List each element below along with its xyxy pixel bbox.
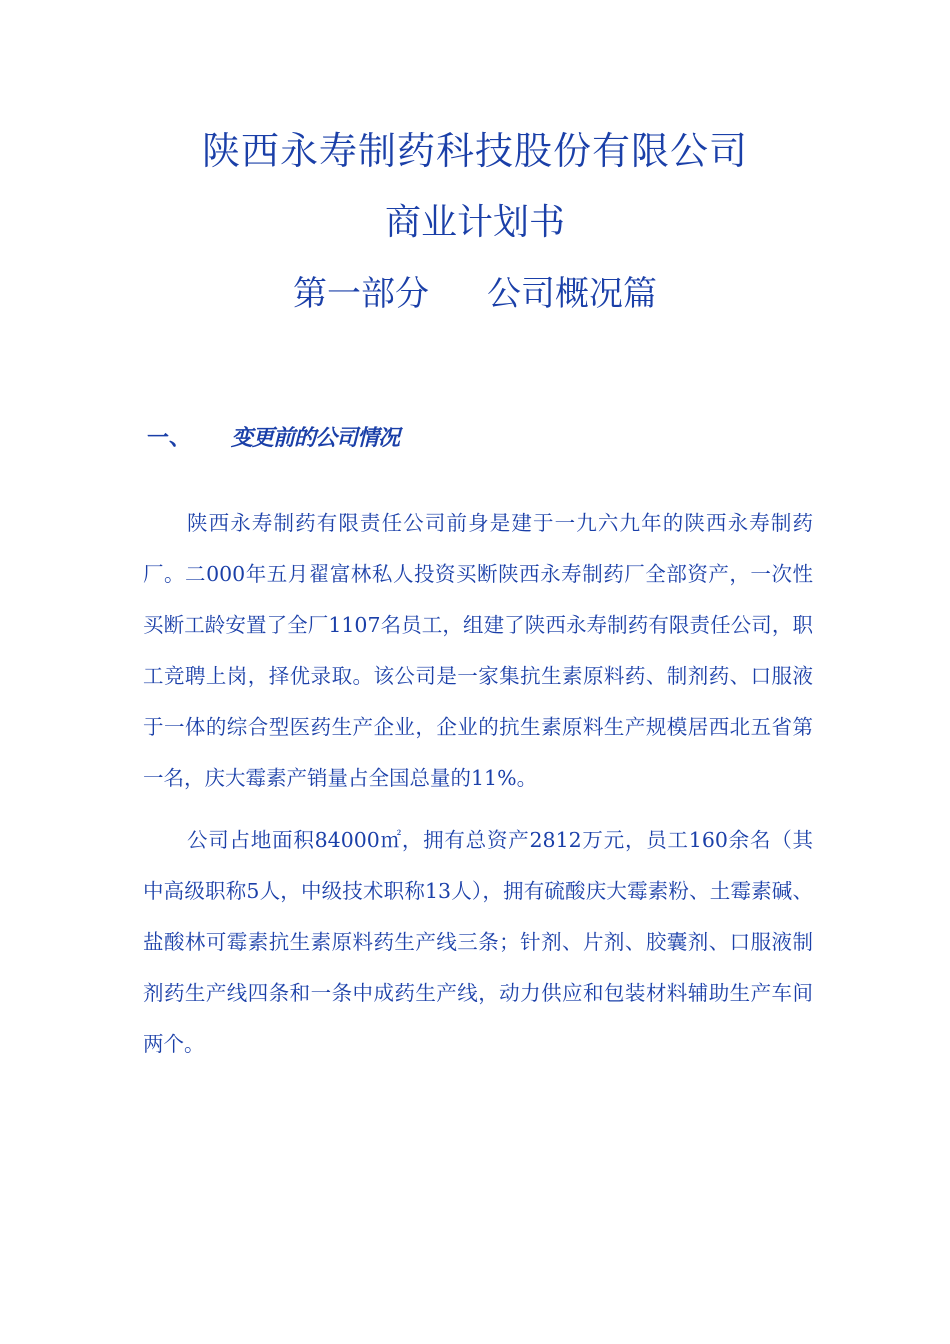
part-name: 公司概况篇 [487, 274, 657, 314]
body-paragraph: 公司占地面积84000㎡，拥有总资产2812万元，员工160余名（其中高级职称5人，中级技术职称13人），拥有硫酸庆大霉素粉、土霉素碱、盐酸林可霉素抗生素原料药生产线三条；针剂、片剂、胶囊剂、口服液制剂药生产线四条和一条中成药生产线，动力供应和包装材料辅助生产车间两个。 [143, 828, 813, 1056]
part-label: 第一部分 [293, 274, 429, 314]
part-heading [0, 270, 950, 318]
document-subtitle: 商业计划书 [384, 202, 565, 243]
section-title: 变更前的公司情况 [231, 426, 400, 451]
section-heading [147, 424, 399, 454]
body-paragraph: 陕西永寿制药有限责任公司前身是建于一九六九年的陕西永寿制药厂。二000年五月翟富林私人投资买断陕西永寿制药厂全部资产，一次性买断工龄安置了全厂1107名员工，组建了陕西永寿制药有限责任公司，职工竞聘上岗，择优录取。该公司是一家集抗生素原料药、制剂药、口服液于一体的综合型医药生产企业，企业的抗生素原料生产规模居西北五省第一名，庆大霉素产销量占全国总量的11%。 [143, 511, 813, 790]
document-title: 陕西永寿制药科技股份有限公司 [201, 129, 748, 173]
section-number: 一、 [147, 426, 192, 451]
